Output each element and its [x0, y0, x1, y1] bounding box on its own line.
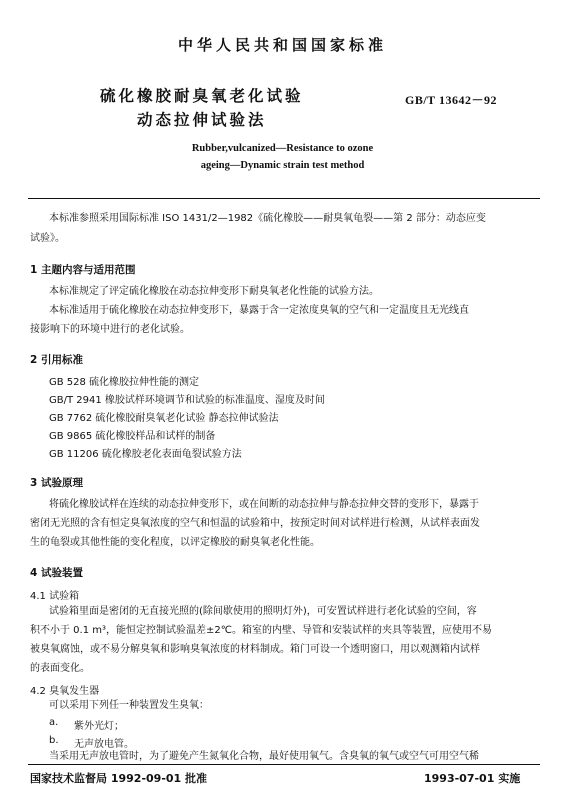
- list-item-label: b.: [49, 735, 59, 746]
- implementation-date: 1993-07-01 实施: [424, 772, 521, 785]
- paragraph-line: 积不小于 0.1 m³，能恒定控制试验温差±2℃。箱室的内壁、导管和安装试样的夹具等装置，应使用不易: [30, 625, 492, 636]
- section-heading: 4 试验装置: [30, 567, 83, 579]
- paragraph-line: 生的龟裂或其他性能的变化程度，以评定橡胶的耐臭氧老化性能。: [30, 537, 320, 548]
- header-divider: [28, 198, 540, 199]
- list-item-text: 无声放电管。: [74, 739, 134, 750]
- list-item-text: 紫外光灯；: [74, 721, 124, 732]
- footer-divider: [28, 764, 540, 765]
- paragraph-line: 本标准规定了评定硫化橡胶在动态拉伸变形下耐臭氧老化性能的试验方法。: [49, 286, 379, 297]
- reference-item: GB 528 硫化橡胶拉伸性能的测定: [49, 377, 200, 388]
- title-en-line1: Rubber,vulcanized—Resistance to ozone: [191, 143, 374, 154]
- reference-item: GB/T 2941 橡胶试样环境调节和试验的标准温度、湿度及时间: [49, 395, 325, 406]
- paragraph-line: 的表面变化。: [30, 663, 90, 674]
- issuing-authority: 中华人民共和国国家标准: [177, 36, 387, 54]
- title-cn-line2: 动态拉伸试验法: [137, 111, 267, 129]
- section-heading: 2 引用标准: [30, 354, 83, 366]
- subsection-heading: 4.1 试验箱: [30, 591, 80, 602]
- reference-item: GB 7762 硫化橡胶耐臭氧老化试验 静态拉伸试验法: [49, 413, 279, 424]
- section-heading: 3 试验原理: [30, 477, 83, 489]
- paragraph-line: 可以采用下列任一种装置发生臭氧：: [49, 700, 209, 711]
- intro-line2: 试验》。: [30, 233, 65, 244]
- title-en-line2: ageing—Dynamic strain test method: [200, 160, 365, 171]
- title-cn-line1: 硫化橡胶耐臭氧老化试验: [100, 87, 304, 105]
- paragraph-line: 试验箱里面是密闭的无直接光照的(除间歇使用的照明灯外)，可安置试样进行老化试验的空间，容: [49, 606, 477, 617]
- intro-line1: 本标准参照采用国际标准 ISO 1431/2—1982《硫化橡胶——耐臭氧龟裂——第 2 部分：动态应变: [49, 213, 486, 224]
- reference-item: GB 9865 硫化橡胶样品和试样的制备: [49, 431, 216, 442]
- paragraph-line: 当采用无声放电管时，为了避免产生氮氧化合物，最好使用氧气。含臭氧的氧气或空气可用空气稀: [49, 751, 479, 762]
- paragraph-line: 本标准适用于硫化橡胶在动态拉伸变形下，暴露于含一定浓度臭氧的空气和一定温度且无光线直: [49, 305, 469, 316]
- list-item-label: a.: [49, 717, 59, 728]
- reference-item: GB 11206 硫化橡胶老化表面龟裂试验方法: [49, 449, 242, 460]
- paragraph-line: 被臭氧腐蚀，或不易分解臭氧和影响臭氧浓度的材料制成。箱门可设一个透明窗口，用以观测箱内试样: [30, 644, 480, 655]
- standard-number: GB/T 13642－92: [405, 93, 497, 107]
- subsection-heading: 4.2 臭氧发生器: [30, 686, 100, 697]
- paragraph-line: 密闭无光照的含有恒定臭氧浓度的空气和恒温的试验箱中，按预定时间对试样进行检测，从试样表面发: [30, 518, 480, 529]
- section-heading: 1 主题内容与适用范围: [30, 264, 136, 276]
- paragraph-line: 接影响下的环境中进行的老化试验。: [30, 324, 190, 335]
- approval-date: 国家技术监督局 1992-09-01 批准: [30, 772, 208, 785]
- paragraph-line: 将硫化橡胶试样在连续的动态拉伸变形下，或在间断的动态拉伸与静态拉伸交替的变形下，暴露于: [49, 499, 479, 510]
